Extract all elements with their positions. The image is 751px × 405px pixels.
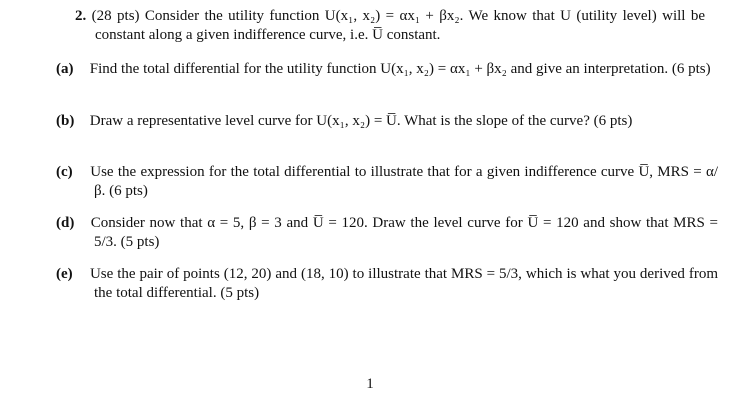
part-d (56, 214, 718, 252)
part-a (56, 60, 718, 79)
part-a-text: Find the total differential for the utility function U(x₁, x₂) = αx₁ + βx₂ and give an interpretation. (6 pts) (89, 61, 711, 77)
part-b-label: (b) (56, 113, 75, 129)
page-number: 1 (366, 376, 374, 392)
part-a-label: (a) (56, 61, 74, 77)
question-text: (28 pts) Consider the utility function U(x₁, x₂) = αx₁ + βx₂. We know that U (utility level) will be constant along a given indifference curve, i.e. U̅ constant. (91, 8, 705, 43)
part-c (56, 163, 718, 201)
part-d-label: (d) (56, 215, 75, 231)
question-number: 2. (75, 8, 87, 24)
question-intro (75, 7, 705, 45)
part-e (56, 265, 718, 303)
part-c-label: (c) (56, 164, 73, 180)
part-c-text: Use the expression for the total differential to illustrate that for a given indifference curve U̅, MRS = α/β. (6 pts) (90, 164, 718, 199)
part-d-text: Consider now that α = 5, β = 3 and U̅ = 120. Draw the level curve for U̅ = 120 and show that MRS = 5/3. (5 pts) (90, 215, 718, 250)
part-e-text: Use the pair of points (12, 20) and (18, 10) to illustrate that MRS = 5/3, which is what you derived from the total differential. (5 pts) (89, 266, 718, 301)
part-b-text: Draw a representative level curve for U(x₁, x₂) = U̅. What is the slope of the curve? (6 pts) (89, 113, 633, 129)
part-b (56, 112, 718, 131)
part-e-label: (e) (56, 266, 73, 282)
